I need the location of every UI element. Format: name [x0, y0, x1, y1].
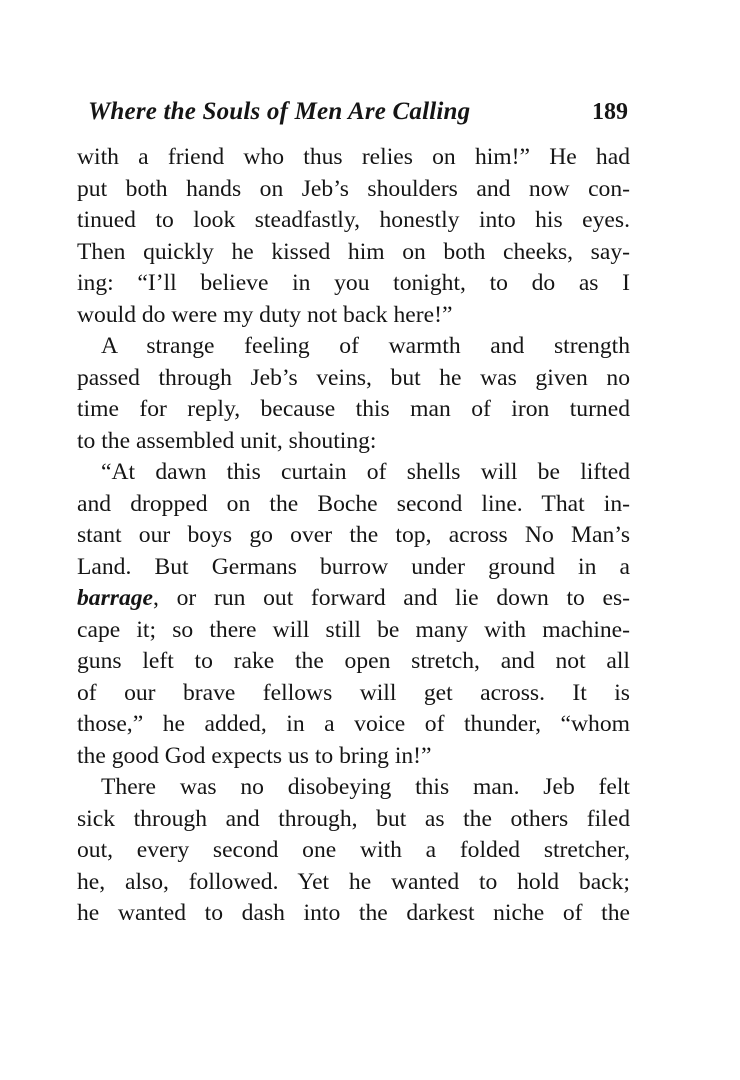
- text-line: with a friend who thus relies on him!” He had: [77, 144, 630, 170]
- paragraph-start-line: There was no disobeying this man. Jeb felt: [101, 774, 630, 800]
- text-line-rest: , or run out forward and lie down to es-: [153, 585, 630, 611]
- running-head: [88, 94, 632, 130]
- text-line: sick through and through, but as the others filed: [77, 805, 630, 832]
- text-line: guns left to rake the open stretch, and not all: [77, 648, 630, 674]
- text-line: out, every second one with a folded stretcher,: [77, 837, 630, 863]
- text-line: Then quickly he kissed him on both cheeks, say-: [77, 238, 630, 265]
- text-line: he, also, followed. Yet he wanted to hold back;: [77, 868, 630, 895]
- text-line: to the assembled unit, shouting:: [77, 427, 377, 454]
- italic-word: barrage: [77, 585, 154, 611]
- text-line: he wanted to dash into the darkest niche of the: [77, 900, 630, 926]
- body-text: [77, 142, 630, 930]
- running-title: Where the Souls of Men Are Calling: [88, 98, 471, 125]
- paragraph-start-line: A strange feeling of warmth and strength: [101, 333, 630, 359]
- text-line: put both hands on Jeb’s shoulders and now con-: [77, 175, 630, 202]
- text-line: tinued to look steadfastly, honestly into his eyes.: [77, 207, 630, 233]
- paragraph-start-line: “At dawn this curtain of shells will be lifted: [101, 459, 630, 485]
- text-line: and dropped on the Boche second line. That in-: [77, 490, 630, 517]
- text-line: those,” he added, in a voice of thunder, “whom: [77, 711, 630, 737]
- text-line: Land. But Germans burrow under ground in a: [77, 553, 630, 580]
- page-number: 189: [592, 99, 628, 125]
- text-line: cape it; so there will still be many with machine-: [77, 616, 630, 643]
- text-line: would do were my duty not back here!”: [77, 301, 453, 328]
- text-line: stant our boys go over the top, across No Man’s: [77, 522, 630, 548]
- text-line: [77, 583, 630, 615]
- text-line: time for reply, because this man of iron turned: [77, 396, 630, 422]
- text-line: the good God expects us to bring in!”: [77, 742, 432, 769]
- text-line: ing: “I’ll believe in you tonight, to do as I: [77, 270, 630, 296]
- text-line: passed through Jeb’s veins, but he was given no: [77, 364, 630, 391]
- text-line: of our brave fellows will get across. It is: [77, 679, 630, 706]
